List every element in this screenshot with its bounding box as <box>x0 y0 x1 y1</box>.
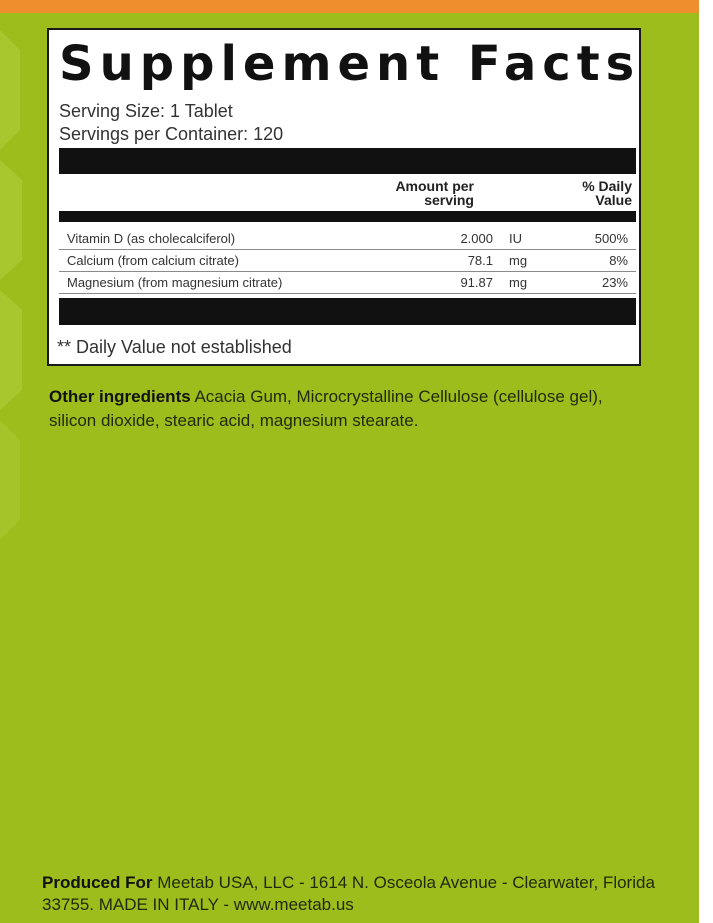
produced-for-text: Meetab USA, LLC - 1614 N. Osceola Avenue - Clearwater, Florida 33755. MADE IN ITALY - www.meetab.us <box>42 873 655 914</box>
other-ingredients <box>49 385 639 433</box>
other-ingredients-text: Acacia Gum, Microcrystalline Cellulose (cellulose gel), silicon dioxide, stearic acid, magnesium stearate. <box>49 387 603 430</box>
produced-for <box>42 872 662 916</box>
nutrient-amount: 2.000 <box>385 228 501 250</box>
serving-size: Serving Size: 1 Tablet <box>59 101 233 121</box>
nutrient-unit: mg <box>501 250 577 272</box>
nutrient-amount: 91.87 <box>385 272 501 294</box>
hexagon-pattern-decoration <box>0 20 40 580</box>
nutrient-amount: 78.1 <box>385 250 501 272</box>
servings-per-container: Servings per Container: 120 <box>59 124 284 144</box>
nutrient-table <box>59 228 636 294</box>
medium-divider <box>59 211 636 222</box>
column-header-amount: Amount per serving <box>395 178 474 208</box>
table-row <box>59 250 636 272</box>
table-row <box>59 228 636 250</box>
nutrient-name: Vitamin D (as cholecalciferol) <box>59 228 385 250</box>
supplement-facts-panel <box>47 28 641 366</box>
right-page-edge <box>699 0 713 923</box>
thick-divider-top <box>59 148 636 174</box>
thick-divider-bottom <box>59 298 636 325</box>
produced-for-label: Produced For <box>42 873 153 892</box>
daily-value-footnote: ** Daily Value not established <box>57 337 292 357</box>
nutrient-name: Calcium (from calcium citrate) <box>59 250 385 272</box>
table-row <box>59 272 636 294</box>
nutrient-daily-value: 500% <box>577 228 636 250</box>
other-ingredients-label: Other ingredients <box>49 387 191 406</box>
nutrient-daily-value: 8% <box>577 250 636 272</box>
column-header-daily-value: % Daily Value <box>582 178 632 208</box>
nutrient-daily-value: 23% <box>577 272 636 294</box>
nutrient-unit: mg <box>501 272 577 294</box>
top-color-band <box>0 0 699 13</box>
facts-title: Supplement Facts <box>59 36 641 92</box>
nutrient-name: Magnesium (from magnesium citrate) <box>59 272 385 294</box>
nutrient-unit: IU <box>501 228 577 250</box>
